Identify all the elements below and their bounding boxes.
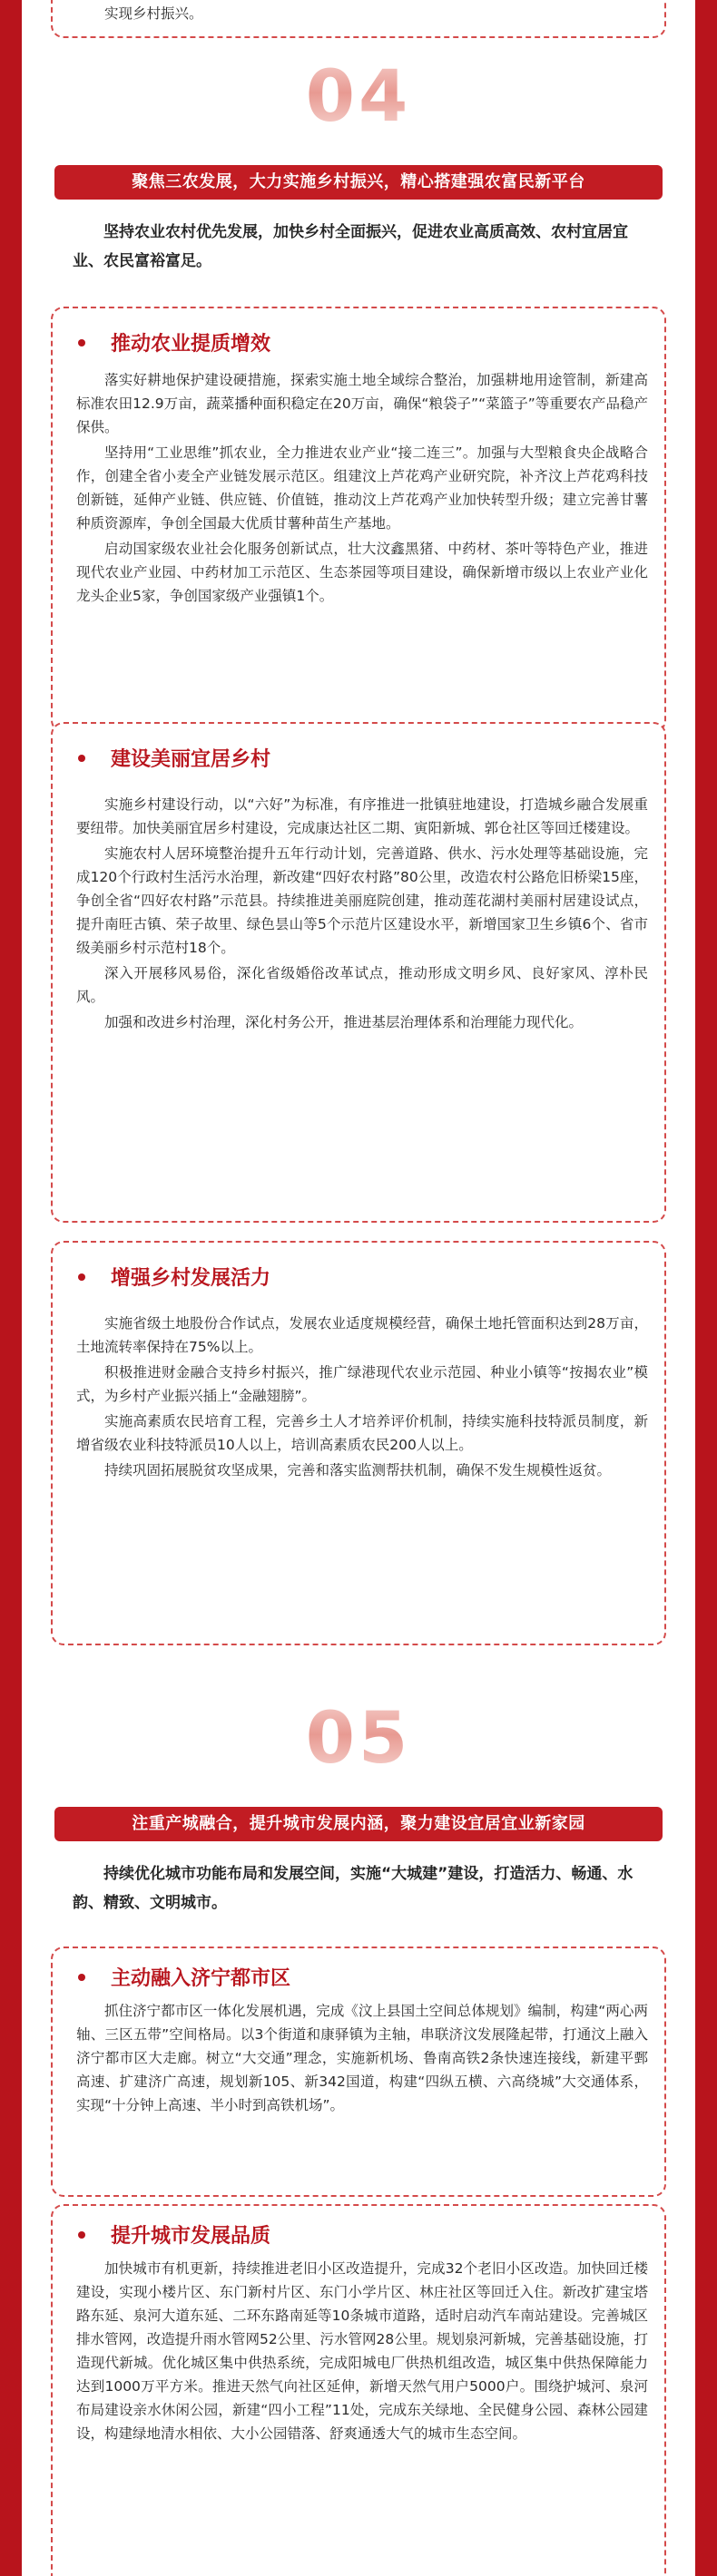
previous-card-text: 实现乡村振兴。 — [104, 5, 203, 22]
section-intro-04: 坚持农业农村优先发展，加快乡村全面振兴，促进农业高质高效、农村宜居宜业、农民富裕富足。 — [73, 223, 628, 270]
card-title-text: 增强乡村发展活力 — [111, 1266, 271, 1290]
bullet-icon — [78, 339, 85, 346]
bullet-icon — [78, 755, 85, 762]
card-body — [76, 368, 648, 610]
card-city-quality — [51, 2204, 666, 2576]
bullet-icon — [78, 1273, 85, 1281]
paragraph: 积极推进财金融合支持乡村振兴，推广绿港现代农业示范园、种业小镇等“按揭农业”模式，为乡村产业振兴插上“金融翅膀”。 — [76, 1364, 648, 1404]
document-page — [22, 0, 695, 2576]
paragraph: 实施高素质农民培育工程，完善乡土人才培养评价机制，持续实施科技特派员制度，新增省级农业科技特派员10人以上，培训高素质农民200人以上。 — [76, 1413, 648, 1453]
previous-section-card — [51, 0, 666, 38]
card-agriculture-upgrade — [51, 307, 666, 733]
section-number-04: 04 — [305, 56, 412, 138]
paragraph: 加强和改进乡村治理，深化村务公开，推进基层治理体系和治理能力现代化。 — [104, 1014, 584, 1030]
card-body — [76, 1312, 648, 1484]
section-number-05: 05 — [305, 1698, 412, 1780]
paragraph: 抓住济宁都市区一体化发展机遇，完成《汶上县国土空间总体规划》编制，构建“两心两轴、三区五带”空间格局。以3个街道和康驿镇为主轴，串联济汶发展隆起带，打通汶上融入济宁都市区大走廊。树立“大交通”理念，实施新机场、鲁南高铁2条快速连接线，新建平鄄高速、扩建济广高速，规划新105、新342国道，构建“四纵五横、六高绕城”大交通体系，实现“十分钟上高速、半小时到高铁机场”。 — [76, 2003, 648, 2113]
paragraph: 实施乡村建设行动，以“六好”为标准，有序推进一批镇驻地建设，打造城乡融合发展重要纽带。加快美丽宜居乡村建设，完成康达社区二期、寅阳新城、郭仓社区等回迁楼建设。 — [76, 796, 648, 836]
card-body — [76, 1999, 648, 2119]
bullet-icon — [78, 1974, 85, 1981]
paragraph: 落实好耕地保护建设硬措施，探索实施土地全域综合整治，加强耕地用途管制，新建高标准农田12.9万亩，蔬菜播种面积稳定在20万亩，确保“粮袋子”“菜篮子”等重要农产品稳产保供。 — [76, 372, 648, 435]
card-title-text: 建设美丽宜居乡村 — [111, 747, 271, 771]
card-jining-metro — [51, 1947, 666, 2197]
card-title — [78, 2220, 270, 2249]
section-banner-05: 注重产城融合，提升城市发展内涵，聚力建设宜居宜业新家园 — [54, 1807, 663, 1841]
card-title — [78, 1263, 270, 1291]
section-intro-05: 持续优化城市功能布局和发展空间，实施“大城建”建设，打造活力、畅通、水韵、精致、文明城市。 — [73, 1865, 634, 1912]
card-title — [78, 1963, 290, 1991]
paragraph: 启动国家级农业社会化服务创新试点，壮大汶鑫黑猪、中药材、茶叶等特色产业，推进现代农业产业园、中药材加工示范区、生态茶园等项目建设，确保新增市级以上农业产业化龙头企业5家，争创国家级产业强镇1个。 — [76, 541, 648, 604]
paragraph: 加快城市有机更新，持续推进老旧小区改造提升，完成32个老旧小区改造。加快回迁楼建设，实现小楼片区、东门新村片区、东门小学片区、林庄社区等回迁入住。新改扩建宝塔路东延、泉河大道东延、二环东路南延等10条城市道路，适时启动汽车南站建设。完善城区排水管网，改造提升雨水管网52公里、污水管网28公里。规划泉河新城，完善基础设施，打造现代新城。优化城区集中供热系统，完成阳城电厂供热机组改造，城区集中供热保障能力达到1000万平方米。推进天然气向社区延伸，新增天然气用户5000户。围绕护城河、泉河布局建设亲水休闲公园，新建“四小工程”11处，完成东关绿地、全民健身公园、森林公园建设，构建绿地清水相依、大小公园错落、舒爽通透大气的城市生态空间。 — [76, 2260, 648, 2442]
section-banner-04: 聚焦三农发展，大力实施乡村振兴，精心搭建强农富民新平台 — [54, 165, 663, 200]
card-title — [78, 328, 270, 356]
card-title-text: 主动融入济宁都市区 — [111, 1966, 291, 1990]
paragraph: 深入开展移风易俗，深化省级婚俗改革试点，推动形成文明乡风、良好家风、淳朴民风。 — [76, 965, 648, 1005]
bullet-icon — [78, 2231, 85, 2239]
card-beautiful-villages — [51, 722, 666, 1223]
card-title-text: 推动农业提质增效 — [111, 332, 271, 356]
card-body — [76, 2257, 648, 2447]
paragraph: 持续巩固拓展脱贫攻坚成果，完善和落实监测帮扶机制，确保不发生规模性返贫。 — [104, 1462, 612, 1478]
card-rural-vitality — [51, 1241, 666, 1645]
card-title — [78, 744, 270, 772]
paragraph: 实施省级土地股份合作试点，发展农业适度规模经营，确保土地托管面积达到28万亩，土地流转率保持在75%以上。 — [76, 1315, 648, 1355]
paragraph: 坚持用“工业思维”抓农业，全力推进农业产业“接二连三”。加强与大型粮食央企战略合作，创建全省小麦全产业链发展示范区。组建汶上芦花鸡产业研究院，补齐汶上芦花鸡科技创新链，延伸产业链、供应链、价值链，推动汶上芦花鸡产业加快转型升级；建立完善甘薯种质资源库，争创全国最大优质甘薯种苗生产基地。 — [76, 444, 648, 532]
card-title-text: 提升城市发展品质 — [111, 2224, 271, 2248]
paragraph: 实施农村人居环境整治提升五年行动计划，完善道路、供水、污水处理等基础设施，完成120个行政村生活污水治理，新改建“四好农村路”80公里，改造农村公路危旧桥梁15座，争创全省“四好农村路”示范县。持续推进美丽庭院创建，推动莲花湖村美丽村居建设试点，提升南旺古镇、荣子故里、绿色昙山等5个示范片区建设水平，新增国家卫生乡镇6个、省市级美丽乡村示范村18个。 — [76, 845, 648, 956]
card-body — [76, 793, 648, 1036]
